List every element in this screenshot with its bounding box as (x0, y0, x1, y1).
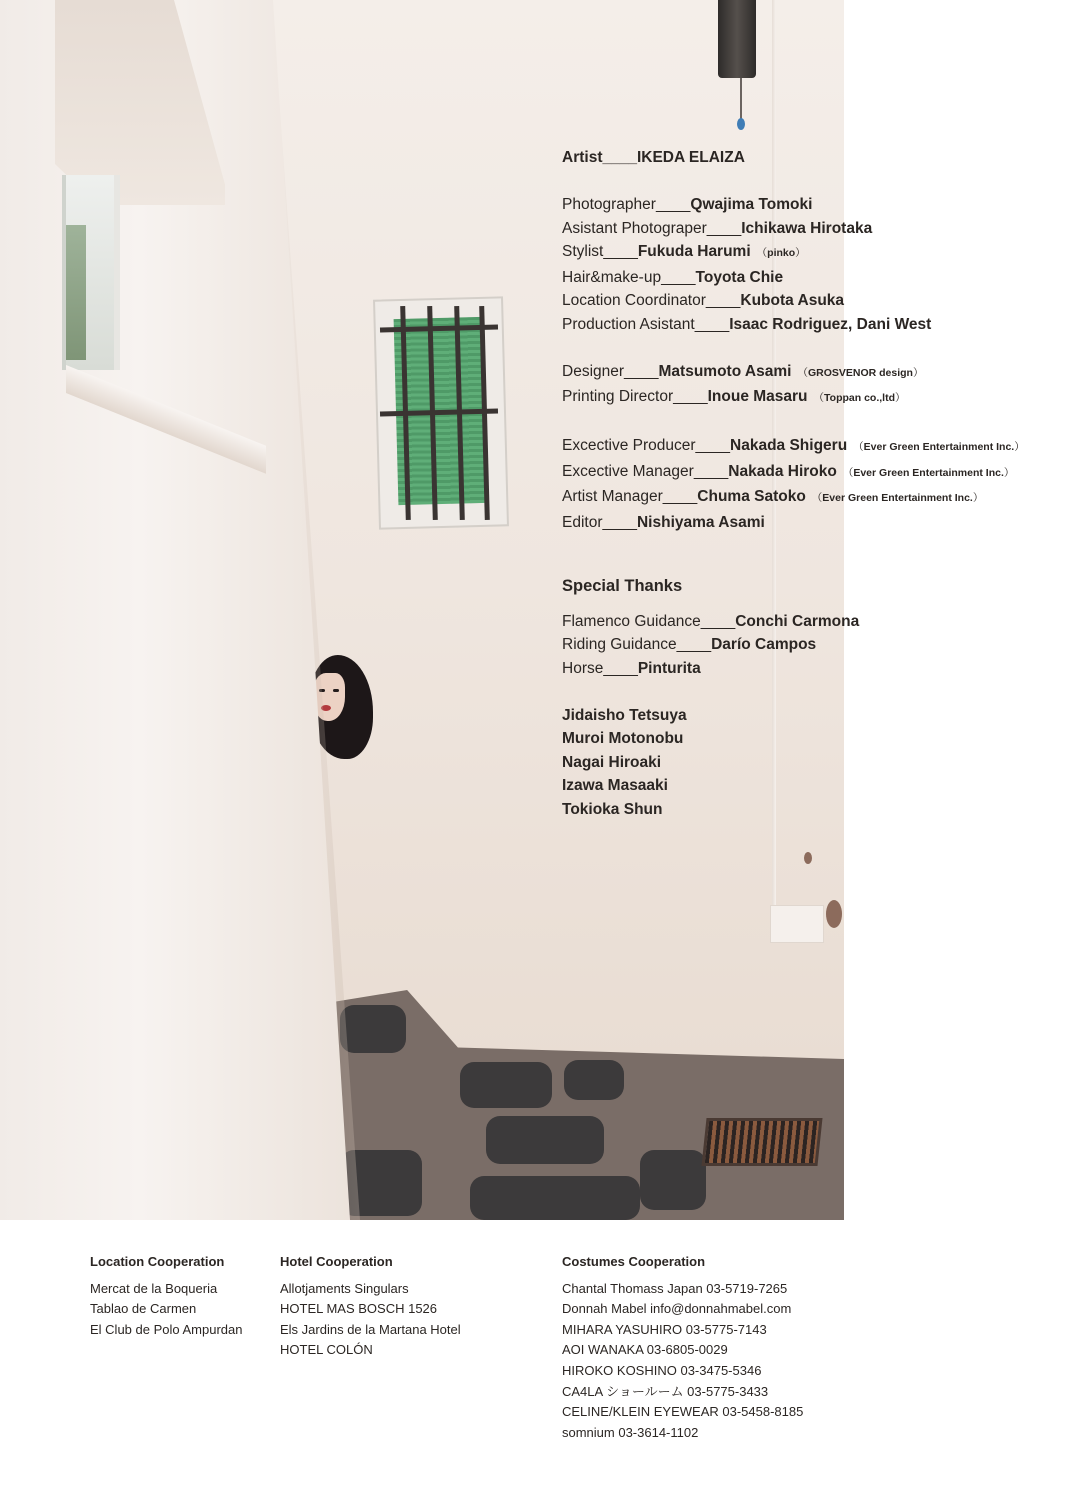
thanks-name: Izawa Masaaki (562, 777, 668, 794)
credit-separator: ____ (676, 636, 712, 653)
credit-separator: ____ (661, 268, 696, 286)
credit-affiliation: （ GROSVENOR design ） (797, 367, 923, 379)
credit-name: Inoue Masaru (707, 388, 808, 405)
credit-role: Printing Director (562, 388, 674, 405)
credit-name: Conchi Carmona (735, 612, 860, 630)
staff-list (562, 193, 1072, 336)
hotel-cooperation-title: Hotel Cooperation (280, 1254, 393, 1269)
credit-affiliation: （ Ever Green Entertainment Inc. ） (812, 492, 984, 504)
credit-name: Fukuda Harumi (637, 243, 751, 260)
credit-role: Excective Producer (562, 437, 696, 454)
credits-block (562, 146, 1072, 821)
costume-item: Donnah Mabel info@donnahmabel.com (562, 1301, 792, 1317)
credit-role: Location Coordinator (562, 292, 706, 309)
location-item: Tablao de Carmen (90, 1301, 197, 1317)
credit-name: IKEDA ELAIZA (636, 149, 745, 166)
credit-separator: ____ (624, 362, 659, 380)
credit-name: Ichikawa Hirotaka (741, 219, 873, 237)
credit-separator: ____ (694, 315, 730, 333)
hotel-cooperation (280, 1252, 461, 1361)
credit-affiliation: （ pinko ） (757, 247, 806, 259)
credit-separator: ____ (695, 437, 731, 454)
thanks-name: Tokioka Shun (562, 800, 663, 818)
artist-credit (562, 146, 1072, 170)
pipe-box (770, 905, 824, 943)
credit-name: Nakada Hiroko (728, 462, 837, 480)
hotel-item: Allotjaments Singulars (280, 1280, 409, 1296)
hotel-item: Els Jardins de la Martana Hotel (280, 1321, 461, 1337)
credit-line (562, 610, 1072, 634)
location-cooperation (90, 1252, 242, 1340)
credit-line (562, 633, 1072, 657)
credit-affiliation: （ Ever Green Entertainment Inc. ） (843, 467, 1015, 479)
credit-line (562, 434, 1072, 460)
credit-separator: ____ (673, 388, 708, 405)
credit-role: Flamenco Guidance (562, 612, 701, 630)
costume-item: Chantal Thomass Japan 03-5719-7265 (562, 1280, 788, 1296)
credit-line (562, 217, 1072, 241)
hanging-lamp (718, 0, 756, 78)
credit-line (562, 313, 1072, 337)
credit-line (562, 511, 1072, 535)
credit-role: Asistant Photograper (562, 219, 707, 237)
special-thanks-heading: Special Thanks (562, 577, 683, 595)
credit-separator: ____ (603, 243, 638, 260)
credit-role: Artist Manager (562, 488, 663, 505)
management-list (562, 434, 1072, 534)
credit-line (562, 193, 1072, 217)
side-window-glass (66, 225, 86, 360)
wall-stain (804, 852, 812, 864)
location-item: El Club de Polo Ampurdan (90, 1321, 243, 1337)
credit-role: Horse (562, 659, 604, 677)
drain-grate (701, 1118, 822, 1166)
paving-stone (470, 1176, 640, 1220)
credit-affiliation: （ Toppan co.,ltd ） (814, 392, 906, 404)
credit-role: Photographer (562, 196, 656, 213)
thanks-names-list (562, 704, 1072, 822)
credit-line (562, 360, 1072, 386)
costume-item: AOI WANAKA 03-6805-0029 (562, 1342, 728, 1358)
thanks-name: Nagai Hiroaki (562, 753, 662, 771)
credit-name: Darío Campos (711, 636, 817, 653)
paving-stone (486, 1116, 604, 1164)
credit-name: Pinturita (637, 659, 701, 677)
credit-separator: ____ (662, 488, 698, 505)
eye (333, 689, 339, 692)
credit-line (562, 240, 1072, 266)
thanks-name: Jidaisho Tetsuya (562, 706, 687, 724)
costume-item: HIROKO KOSHINO 03-3475-5346 (562, 1362, 762, 1378)
credit-name: Nishiyama Asami (636, 513, 765, 531)
paving-stone (340, 1005, 406, 1053)
credit-line (562, 460, 1072, 486)
lamp-drop (737, 118, 745, 130)
costumes-cooperation (562, 1252, 803, 1443)
paving-stone (564, 1060, 624, 1100)
credit-name: Toyota Chie (695, 268, 784, 286)
credit-role: Designer (562, 362, 625, 380)
paving-stone (460, 1062, 552, 1108)
lamp-wire (740, 78, 742, 120)
location-item: Mercat de la Boqueria (90, 1280, 218, 1296)
credit-separator: ____ (602, 149, 637, 166)
costume-item: somnium 03-3614-1102 (562, 1424, 699, 1440)
design-list (562, 360, 1072, 411)
credit-name: Chuma Satoko (697, 488, 806, 505)
credit-role: Excective Manager (562, 462, 694, 480)
location-cooperation-title: Location Cooperation (90, 1254, 225, 1269)
costumes-cooperation-title: Costumes Cooperation (562, 1254, 706, 1269)
costume-item: MIHARA YASUHIRO 03-5775-7143 (562, 1321, 767, 1337)
credit-role: Editor (562, 513, 603, 531)
costume-item: CA4LA ショールーム 03-5775-3433 (562, 1383, 769, 1399)
credit-role: Stylist (562, 243, 604, 260)
credit-separator: ____ (693, 462, 729, 480)
credit-line (562, 657, 1072, 681)
paving-stone (640, 1150, 706, 1210)
wall-stain (826, 900, 842, 928)
credit-role: Artist (562, 149, 603, 166)
credit-name: Nakada Shigeru (730, 437, 848, 454)
hotel-item: HOTEL MAS BOSCH 1526 (280, 1301, 438, 1317)
guidance-list (562, 610, 1072, 681)
thanks-name: Muroi Motonobu (562, 730, 684, 747)
credit-separator: ____ (700, 612, 736, 630)
credit-role: Hair&make-up (562, 268, 662, 286)
costume-item: CELINE/KLEIN EYEWEAR 03-5458-8185 (562, 1404, 804, 1420)
credit-line (562, 266, 1072, 290)
credit-separator: ____ (602, 513, 637, 531)
credit-line (562, 385, 1072, 411)
credit-line (562, 485, 1072, 511)
credit-separator: ____ (655, 196, 691, 213)
credit-role: Production Asistant (562, 315, 695, 333)
credit-separator: ____ (706, 219, 742, 237)
credit-role: Riding Guidance (562, 636, 677, 653)
credit-name: Matsumoto Asami (658, 362, 792, 380)
credit-affiliation: （ Ever Green Entertainment Inc. ） (853, 441, 1025, 453)
credit-name: Isaac Rodriguez, Dani West (729, 315, 932, 333)
credit-line (562, 289, 1072, 313)
credit-separator: ____ (705, 292, 741, 309)
credit-name: Qwajima Tomoki (690, 196, 813, 213)
credit-name: Kubota Asuka (740, 292, 845, 309)
credit-separator: ____ (603, 659, 638, 677)
hotel-item: HOTEL COLÓN (280, 1342, 373, 1358)
